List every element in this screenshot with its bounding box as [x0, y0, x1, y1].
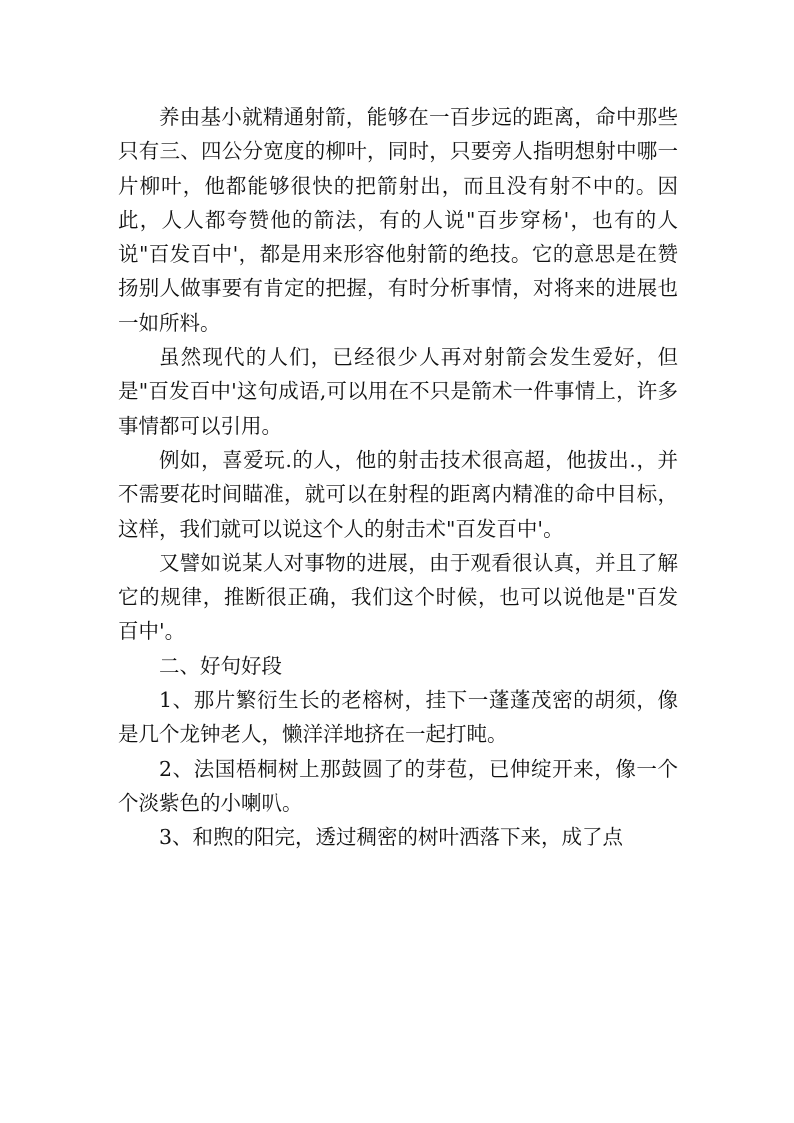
section-heading-good-sentences: 二、好句好段: [159, 653, 282, 678]
list-item-plane-tree: 2、法国梧桐树上那鼓圆了的芽苞，已伸绽开来，像一个个淡紫色的小喇叭。: [118, 756, 678, 815]
list-item-sunlight: 3、和煦的阳完，透过稠密的树叶洒落下来，成了点: [159, 825, 624, 850]
paragraph-archery-story: 养由基小就精通射箭，能够在一百步远的距离，命中那些只有三、四公分宽度的柳叶，同时，只要旁人指明想射中哪一片柳叶，他都能够很快的把箭射出，而且没有射不中的。因此，人人都夸赞他的箭法，有的人说"百步穿杨'，也有的人说"百发百中'，都是用来形容他射箭的绝技。它的意思是在赞扬别人做事要有肯定的把握，有时分析事情，对将来的进展也一如所料。: [118, 105, 678, 335]
paragraph-prediction-example: 又譬如说某人对事物的进展，由于观看很认真，并且了解它的规律，推断很正确，我们这个时候，也可以说他是"百发百中'。: [118, 550, 678, 644]
paragraph-shooting-example: 例如，喜爱玩.的人，他的射击技术很高超，他拔出.，并不需要花时间瞄准，就可以在射程的距离内精准的命中目标，这样，我们就可以说这个人的射击术"百发百中'。: [118, 447, 678, 541]
document-page: [118, 100, 678, 855]
paragraph-modern-usage: 虽然现代的人们，已经很少人再对射箭会发生爱好，但是"百发百中'这句成语,可以用在不只是箭术一件事情上，许多事情都可以引用。: [118, 345, 678, 438]
list-item-banyan-tree: 1、那片繁衍生长的老榕树，挂下一蓬蓬茂密的胡须，像是几个龙钟老人，懒洋洋地挤在一起打盹。: [118, 688, 678, 747]
